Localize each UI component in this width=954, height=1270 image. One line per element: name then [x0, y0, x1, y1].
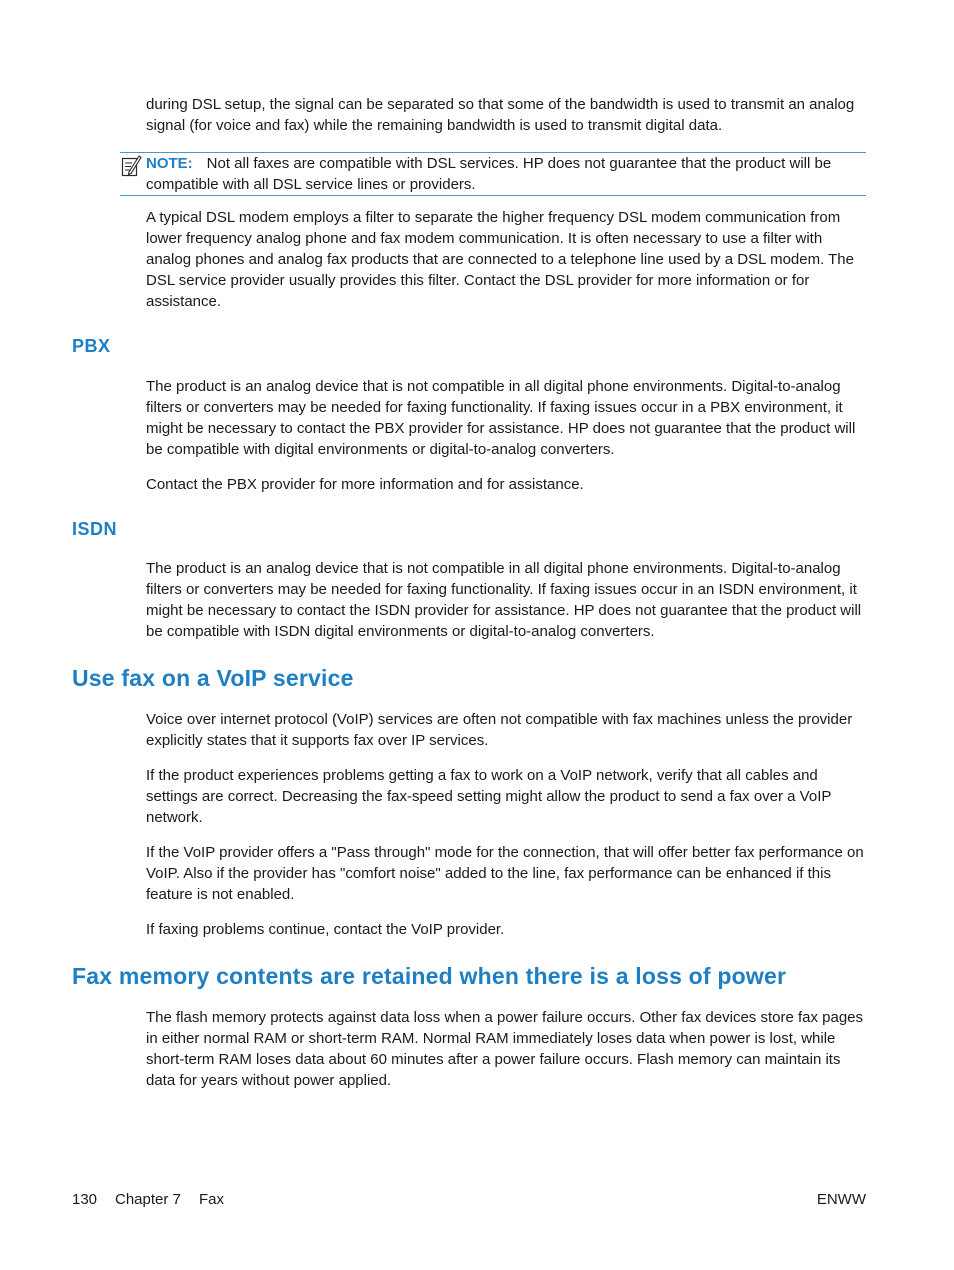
- note-text-block: [146, 153, 866, 195]
- memory-paragraph-1: The flash memory protects against data loss when a power failure occurs. Other fax devices store fax pages in either normal RAM or short-term RAM. Normal RAM immediately loses data when power is lost, while short-term RAM loses data about 60 minutes after a power failure occurs. Flash memory can maintain its data for years without power applied.: [146, 1009, 864, 1089]
- footer-chapter: Chapter 7: [115, 1191, 181, 1208]
- note-pencil-icon: [120, 153, 142, 179]
- heading-isdn: ISDN: [72, 519, 118, 539]
- pbx-paragraph-1: The product is an analog device that is not compatible in all digital phone environments. Digital-to-analog filters or converters may be needed for faxing functionality. If faxing issues occur in a PBX environment, it might be necessary to contact the PBX provider for assistance. HP does not guarantee that the product will be compatible with digital environments or digital-to-analog converters.: [146, 378, 856, 458]
- footer-page-number: 130: [72, 1191, 98, 1208]
- dsl-intro-continued: during DSL setup, the signal can be separated so that some of the bandwidth is used to transmit an analog signal (for voice and fax) while the remaining bandwidth is used to transmit digital data.: [146, 96, 855, 134]
- footer-chapter-title: Fax: [199, 1191, 225, 1208]
- voip-paragraph-4: If faxing problems continue, contact the VoIP provider.: [146, 921, 505, 938]
- dsl-filter-paragraph: A typical DSL modem employs a filter to separate the higher frequency DSL modem communication from lower frequency analog phone and fax modem communication. It is often necessary to use a filter with analog phones and analog fax products that are connected to a telephone line used by a DSL modem. The DSL service provider usually provides this filter. Contact the DSL provider for more information or for assistance.: [146, 209, 854, 310]
- pbx-paragraph-2: Contact the PBX provider for more information and for assistance.: [146, 476, 584, 493]
- note-box: [120, 152, 866, 196]
- voip-paragraph-2: If the product experiences problems getting a fax to work on a VoIP network, verify that all cables and settings are correct. Decreasing the fax-speed setting might allow the product to send a fax over a VoIP network.: [146, 767, 832, 826]
- heading-voip: Use fax on a VoIP service: [72, 665, 354, 691]
- isdn-paragraph-1: The product is an analog device that is not compatible in all digital phone environments. Digital-to-analog filters or converters may be needed for faxing functionality. If faxing issues occur in an ISDN environment, it might be necessary to contact the ISDN provider for assistance. HP does not guarantee that the product will be compatible with ISDN digital environments or digital-to-analog converters.: [146, 560, 862, 640]
- voip-paragraph-1: Voice over internet protocol (VoIP) services are often not compatible with fax machines unless the provider explicitly states that it supports fax over IP services.: [146, 711, 853, 749]
- heading-pbx: PBX: [72, 336, 111, 356]
- note-label: NOTE:: [146, 155, 193, 172]
- note-body: Not all faxes are compatible with DSL services. HP does not guarantee that the product will be compatible with all DSL service lines or providers.: [146, 155, 832, 193]
- footer-doc-code: ENWW: [816, 1191, 866, 1208]
- heading-memory: Fax memory contents are retained when there is a loss of power: [72, 963, 787, 989]
- voip-paragraph-3: If the VoIP provider offers a "Pass through" mode for the connection, that will offer better fax performance on VoIP. Also if the provider has "comfort noise" added to the line, fax performance can be enhanced if this feature is not enabled.: [146, 844, 864, 903]
